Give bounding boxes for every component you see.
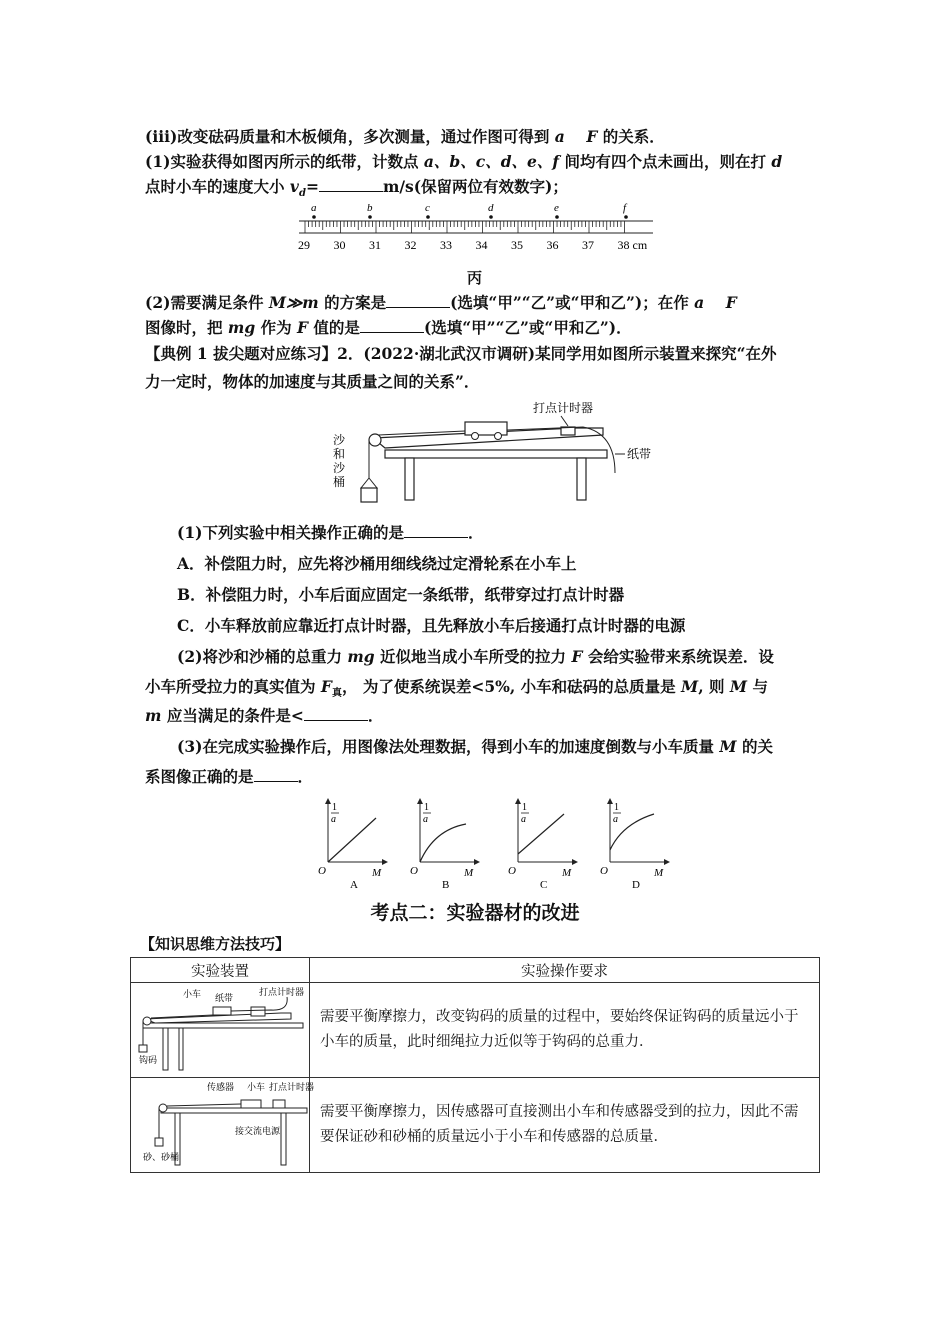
origin-label: O [600,865,608,877]
graph-option [318,798,388,891]
tick-label: 37 [582,238,594,252]
y-axis-denominator: a [521,814,526,825]
requirement-1: 需要平衡摩擦力，改变钩码的质量的过程中，要始终保证钩码的质量远小于小车的质量，此时细绳拉力近似等于钩码的总重力． [310,983,820,1078]
question-3 [177,736,847,758]
y-axis-denominator: a [423,814,428,825]
text-line-iii [145,126,815,148]
text: 的关系． [602,127,665,146]
question-1 [177,522,847,544]
variables: a F [554,127,598,146]
bucket-label-char: 沙 [333,461,346,475]
table-row [131,1078,820,1173]
tape-point [426,215,430,219]
apparatus-diagram [325,398,655,506]
option-a: A．补偿阻力时，应先将沙桶用细线绕过定滑轮系在小车上 [177,554,577,573]
sand-label: 砂、砂桶 [143,1152,180,1162]
text: 应当满足的条件是< [166,706,304,725]
answer-blank[interactable] [319,176,383,192]
y-axis-numerator: 1 [614,802,619,813]
y-axis-denominator: a [331,814,336,825]
text: 与 [752,677,769,696]
text: 小车所受拉力的真实值为 [145,677,316,696]
header-requirements: 实验操作要求 [310,958,820,983]
graph-option-label: C [540,879,548,891]
tape-point [555,215,559,219]
text: m/s(保留两位有效数字)； [382,177,568,196]
question-2-line-2 [145,317,815,339]
car-label: 小车 [183,989,202,999]
tape-point-label: b [367,202,373,214]
answer-blank[interactable] [254,766,298,782]
y-axis-denominator: a [613,814,618,825]
car-label: 小车 [247,1082,266,1092]
variable-d: d [771,152,783,171]
y-axis-numerator: 1 [522,802,527,813]
ruler-ticks [305,221,625,233]
text: 图像时，把 [145,318,223,337]
bucket-label-char: 和 [333,447,346,461]
variables: a、b、c、d、e、f [423,152,560,171]
tick-label: 34 [475,238,488,252]
question-3-line-2 [145,766,815,788]
text: 点时小车的速度大小 [145,177,285,196]
bucket-label [333,432,346,489]
graph-option [410,798,480,891]
variable-F: F [320,677,332,696]
apparatus-image-2 [131,1078,315,1173]
variable-F: F [571,647,583,666]
requirement-2: 需要平衡摩擦力，因传感器可直接测出小车和传感器受到的拉力，因此不需要保证砂和砂桶的质量远小于小车和传感器的总质量． [310,1078,820,1173]
graph-option-label: D [632,879,640,891]
text: (2)将沙和沙桶的总重力 [177,647,342,666]
graph-option-label: B [442,879,450,891]
table-header-row [131,958,820,983]
text: 的方案是 [324,293,387,312]
text: 值的是 [313,318,360,337]
tape-point-label: c [425,202,430,214]
answer-blank[interactable] [386,292,450,308]
subscript: d [298,188,306,200]
tape-point-label: e [554,202,559,214]
question-1-line [145,151,815,173]
variable-mg: mg [227,318,256,337]
tick-label: 35 [511,238,523,252]
y-axis-numerator: 1 [332,802,337,813]
text: (3)在完成实验操作后，用图像法处理数据，得到小车的加速度倒数与小车质量 [177,737,714,756]
question-2 [177,646,847,668]
variable-F: F [297,318,309,337]
text: (选填“甲”“乙”或“甲和乙”)；在作 [450,293,689,312]
text: , 则 [698,677,725,696]
tick-label: 31 [369,238,381,252]
tick-label: 33 [440,238,452,252]
text: 的关 [741,737,773,756]
section-title: 考点二：实验器材的改进 [370,902,580,924]
answer-blank[interactable] [304,705,368,721]
text: 作为 [260,318,292,337]
tape-point-label: d [488,202,494,214]
figure-caption-bing: 丙 [467,269,483,287]
timer-label: 打点计时器 [533,401,594,415]
tape-point [368,215,372,219]
apparatus-image-1 [131,983,310,1078]
subscript: 真 [331,688,342,700]
example-title-line: 【典例 1 拔尖题对应练习】2．(2022·湖北武汉市调研)某同学用如图所示装置来探究“在外 [145,344,777,363]
timer-label: 打点计时器 [269,1082,315,1092]
text: 间均有四个点未画出，则在打 [564,152,766,171]
origin-label: O [508,865,516,877]
paper-tape-ruler [295,200,660,256]
table-row [131,983,820,1078]
answer-blank[interactable] [360,317,424,333]
timer-label: 打点计时器 [259,987,305,997]
variable-M: M [719,737,737,756]
text: ， 为了使系统误差<5%, 小车和砝码的总质量是 [341,677,676,696]
text: (1)下列实验中相关操作正确的是 [177,523,404,542]
text: 会给实验带来系统误差．设 [587,647,774,666]
equals: = [305,177,319,196]
section-header: 【知识思维方法技巧】 [140,935,291,953]
condition: M≫m [268,293,319,312]
hook-label: 钩码 [139,1055,158,1065]
power-label: 接交流电源 [235,1126,281,1136]
x-axis-label: M [372,867,382,879]
tick-label: 38 cm [617,238,648,252]
bucket-label-char: 沙 [333,433,346,447]
variable-M: M [681,677,699,696]
experiment-table [130,957,820,1173]
bucket-label-char: 桶 [333,475,346,489]
tick-label: 32 [404,238,417,252]
text: (iii)改变砝码质量和木板倾角，多次测量，通过作图可得到 [145,127,550,146]
text: ． [467,523,484,542]
tape-point [489,215,493,219]
example-title-line-2: 力一定时，物体的加速度与其质量之间的关系”． [145,372,480,391]
graph-curve [420,824,466,862]
question-2-line [145,292,815,314]
tick-label: 36 [546,238,559,252]
variable-m: m [145,706,162,725]
question-2-line-2 [145,676,815,705]
text: (选填“甲”“乙”或“甲和乙”)． [423,318,632,337]
text: (1)实验获得如图丙所示的纸带，计数点 [145,152,419,171]
tick-label: 30 [333,238,346,252]
tape-point [624,215,628,219]
y-axis-numerator: 1 [424,802,429,813]
tape-points [311,202,628,219]
text: ． [297,767,314,786]
ruler-tick-labels [298,238,648,252]
variable-v: v [289,177,299,196]
text: 近似地当成小车所受的拉力 [380,647,567,666]
variables: a F [694,293,737,312]
x-axis-label: M [464,867,474,879]
question-2-line-3 [145,705,815,727]
sensor-label: 传感器 [207,1082,235,1092]
graph-option [600,798,670,891]
tape-label: 纸带 [627,447,652,461]
text: 系图像正确的是 [145,767,254,786]
tape-point-label: f [623,202,627,214]
option-b: B．补偿阻力时，小车后面应固定一条纸带，纸带穿过打点计时器 [177,585,625,604]
text: ． [367,706,384,725]
origin-label: O [410,865,418,877]
tick-label: 29 [298,238,310,252]
answer-blank[interactable] [404,522,468,538]
tape-point [312,215,316,219]
header-apparatus: 实验装置 [131,958,310,983]
text: (2)需要满足条件 [145,293,264,312]
tape-point-label: a [311,202,317,214]
variable-mg: mg [347,647,375,666]
graph-option [508,798,578,891]
option-graphs [310,796,685,892]
variable-M: M [729,677,748,696]
x-axis-label: M [654,867,664,879]
tape-label: 纸带 [215,993,234,1003]
x-axis-label: M [562,867,572,879]
graph-option-label: A [350,879,358,891]
origin-label: O [318,865,326,877]
option-c: C．小车释放前应靠近打点计时器，且先释放小车后接通打点计时器的电源 [177,616,686,635]
